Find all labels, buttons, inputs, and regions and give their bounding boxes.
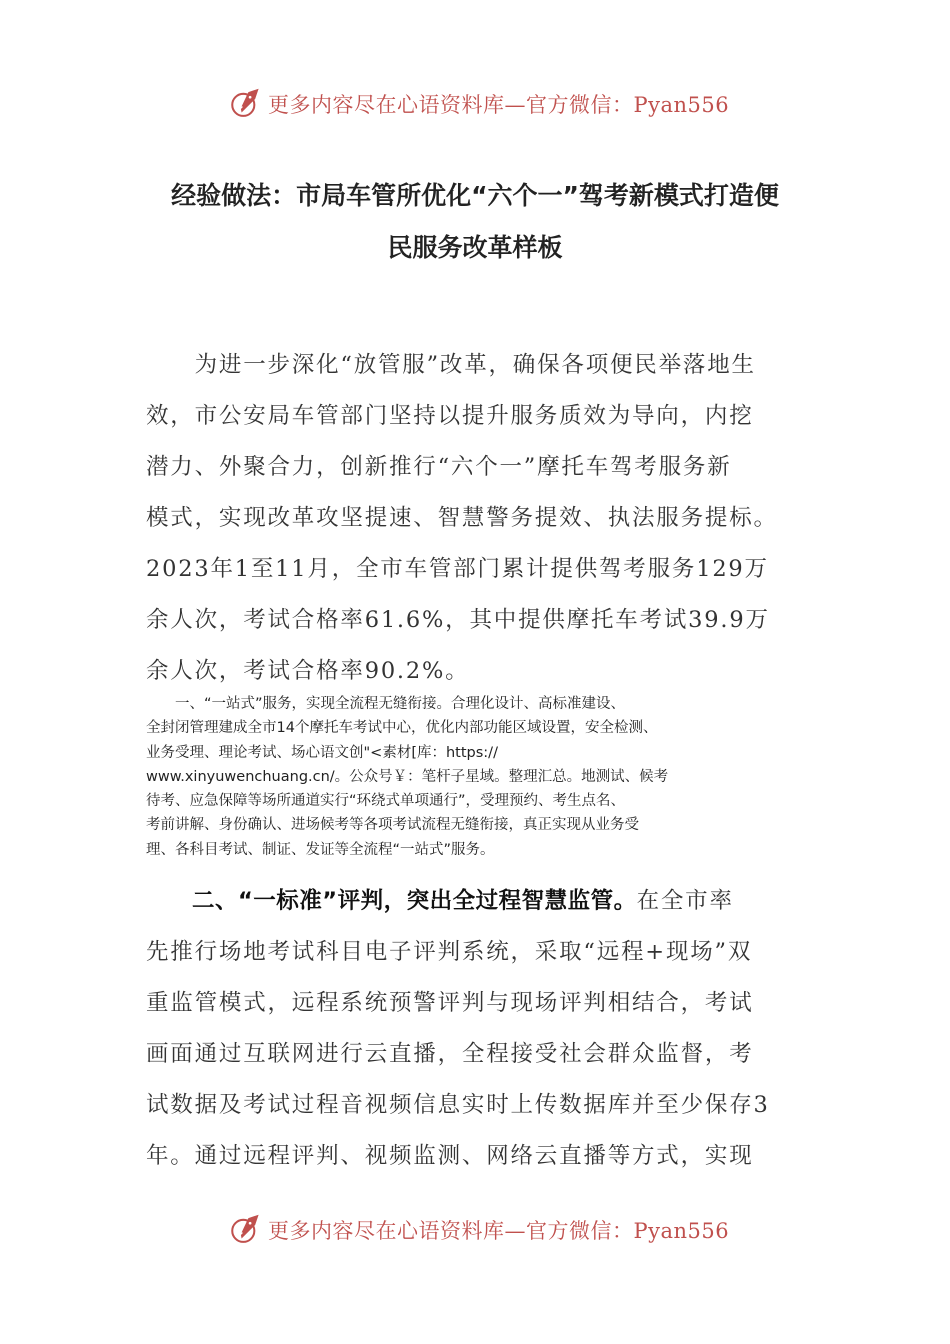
section-one-paragraph — [146, 692, 806, 862]
banner-text: 更多内容尽在心语资料库—官方微信：Pyan556 — [268, 1219, 730, 1243]
text-line: 重监管模式，远程系统预警评判与现场评判相结合，考试 — [146, 990, 754, 1016]
text-line: 模式，实现改革攻坚提速、智慧警务提效、执法服务提标。 — [146, 505, 778, 531]
text-line: 考前讲解、身份确认、进场候考等各项考试流程无缝衔接，真正实现从业务受 — [146, 817, 639, 834]
text-line: 潜力、外聚合力，创新推行“六个一”摩托车驾考服务新 — [146, 454, 732, 480]
text-line: 2023年1至11月，全市车管部门累计提供驾考服务129万 — [146, 556, 769, 582]
section-two-heading: 二、“一标准”评判，突出全过程智慧监管。 — [146, 888, 637, 914]
title-line-1: 经验做法：市局车管所优化“六个一”驾考新模式打造便 — [171, 181, 779, 210]
text-line: 理、各科目考试、制证、发证等全流程“一站式”服务。 — [146, 841, 495, 858]
text-line: 业务受理、理论考试、场心语文创"<素材[库：https:// — [146, 744, 498, 761]
text-line: 余人次，考试合格率90.2%。 — [146, 658, 470, 684]
title-line-2: 民服务改革样板 — [387, 233, 563, 262]
text-line: 试数据及考试过程音视频信息实时上传数据库并至少保存3 — [146, 1092, 770, 1118]
section-two-paragraph — [146, 876, 806, 1182]
intro-paragraph — [146, 340, 806, 697]
text-line: 全封闭管理建成全市14个摩托车考试中心，优化内部功能区域设置，安全检测、 — [146, 720, 658, 737]
banner-text: 更多内容尽在心语资料库—官方微信：Pyan556 — [268, 93, 730, 117]
text-line: 年。通过远程评判、视频监测、网络云直播等方式，实现 — [146, 1143, 754, 1169]
section-two-first-rest: 在全市率 — [636, 888, 734, 914]
text-line: 先推行场地考试科目电子评判系统，采取“远程+现场”双 — [146, 939, 753, 965]
text-line: 效，市公安局车管部门坚持以提升服务质效为导向，内挖 — [146, 403, 754, 429]
text-line: 画面通过互联网进行云直播，全程接受社会群众监督，考 — [146, 1041, 754, 1067]
text-line: 待考、应急保障等场所通道实行“环绕式单项通行”，受理预约、考生点名、 — [146, 793, 626, 810]
text-line: 为进一步深化“放管服”改革，确保各项便民举落地生 — [146, 352, 756, 378]
footer-banner — [0, 1208, 950, 1252]
text-line: 余人次，考试合格率61.6%，其中提供摩托车考试39.9万 — [146, 607, 770, 633]
pen-logo-icon — [228, 87, 262, 121]
pen-logo-icon — [228, 1213, 262, 1247]
text-line: 一、“一站式”服务，实现全流程无缝衔接。合理化设计、高标准建设、 — [146, 696, 626, 712]
text-line: www.xinyuwenchuang.cn/。公众号￥：笔杆子星域。整理汇总。地测试、候考 — [146, 768, 669, 785]
header-banner — [0, 82, 950, 126]
text-line — [146, 876, 806, 927]
document-title — [140, 170, 810, 274]
